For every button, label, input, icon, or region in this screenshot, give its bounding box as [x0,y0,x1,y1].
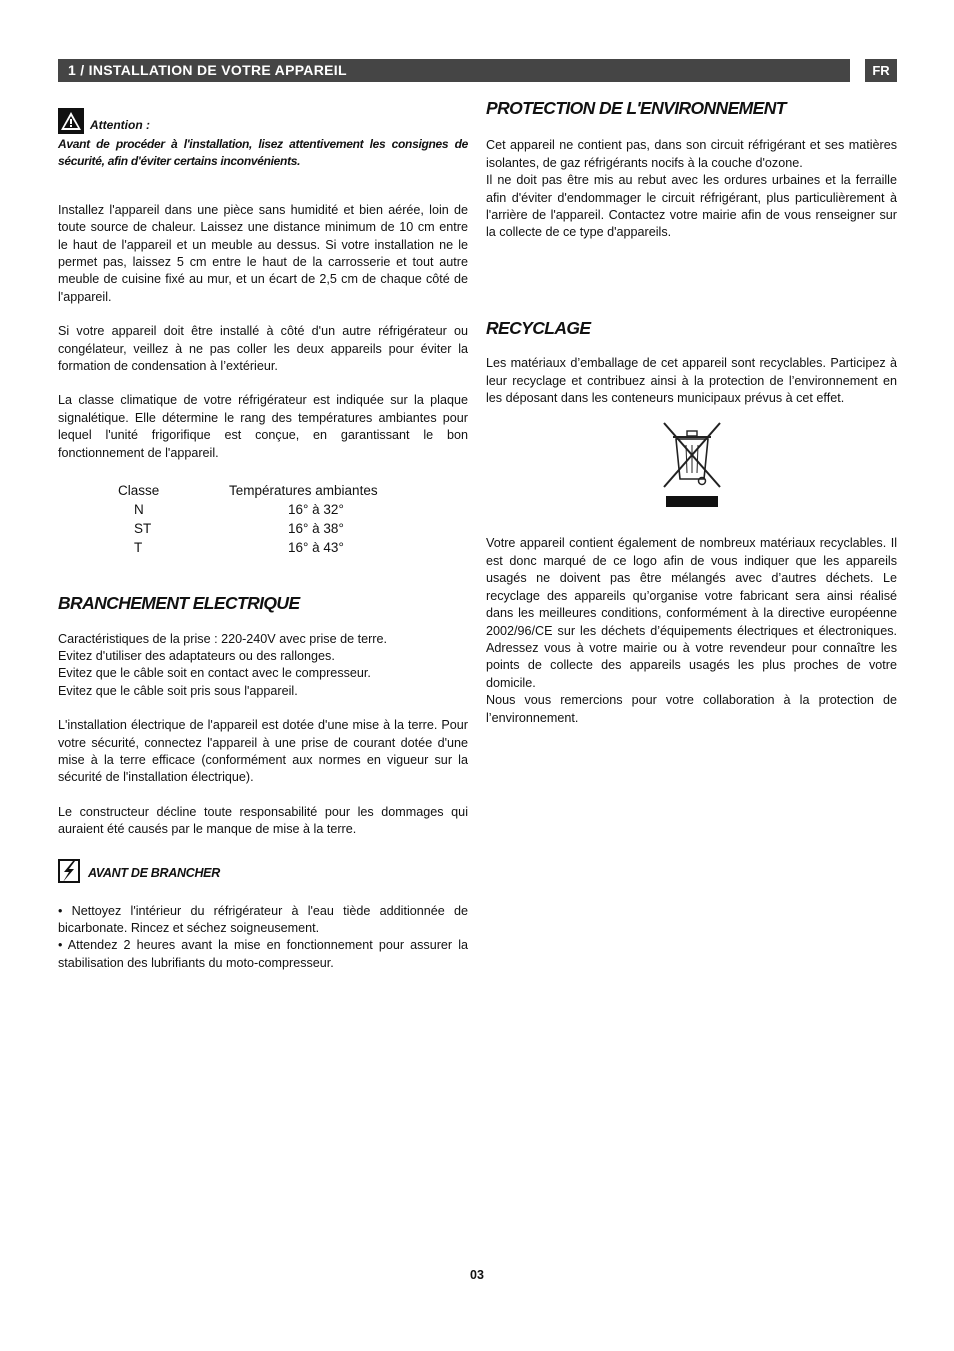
recyclage-paragraph-1: Les matériaux d’emballage de cet appareil sont recyclables. Participez à leur recyclage et contribuez ainsi à la protection de l’environnement en les déposant dans les conteneurs municipaux prévus à cet effet. [486,356,897,406]
bullet-nettoyez: • Nettoyez l'intérieur du réfrigérateur à l'eau tiède additionnée de bicarbonate. Rincez et séchez soigneusement. [58,903,468,935]
climate-class-table [118,481,378,557]
attention-header [58,108,468,134]
attention-text: Avant de procéder à l'installation, lisez attentivement les consignes de sécurité, afin d'éviter certains inconvénients. [58,137,468,169]
recyclage-paragraph-3: Nous vous remercions pour votre collaboration à la protection de l’environnement. [486,693,897,725]
avant-brancher-label: AVANT DE BRANCHER [88,866,220,881]
language-badge: FR [865,59,897,82]
protection-title: PROTECTION DE L'ENVIRONNEMENT [486,98,786,118]
protection-paragraph-2: Il ne doit pas être mis au rebut avec les ordures urbaines et la ferraille afin d'éviter d'endommager le circuit réfrigérant, plus particulièrement à l'arrière de l'appareil. Contactez votre mairie afin de vous renseigner sur la collecte de ce type d'appareils. [486,173,897,240]
recyclage-title: RECYCLAGE [486,317,591,338]
table-cell-range: 16° à 43° [288,540,344,556]
right-column [486,100,897,727]
protection-paragraph-1: Cet appareil ne contient pas, dans son circuit réfrigérant et ses matières isolantes, de gaz réfrigérants nocifs à la couche d'ozone. [486,138,897,170]
table-row [118,519,378,538]
branchement-paragraph-3: Le constructeur décline toute responsabilité pour les dommages qui auraient été causés par le manque de mise à la terre. [58,804,468,837]
table-header-classe: Classe [118,483,160,499]
bullet-attendez: • Attendez 2 heures avant la mise en fonctionnement pour assurer la stabilisation des lubrifiants du moto-compresseur. [58,938,468,970]
left-column [58,108,468,972]
table-header-row [118,481,378,500]
table-row [118,500,378,519]
branchement-line-4: Evitez que le câble soit pris sous l'appareil. [58,683,298,698]
electric-bolt-icon [58,859,80,883]
branchement-line-2: Evitez d'utiliser des adaptateurs ou des rallonges. [58,648,335,663]
branchement-title: BRANCHEMENT ELECTRIQUE [58,593,300,614]
branchement-line-3: Evitez que le câble soit en contact avec le compresseur. [58,666,371,681]
branchement-line-1: Caractéristiques de la prise : 220-240V avec prise de terre. [58,631,388,646]
page-number: 03 [470,1268,484,1282]
recyclage-paragraph-2: Votre appareil contient également de nombreux matériaux recyclables. Il est donc marqué de ce logo afin de vous indiquer que les appareils usagés ne doivent pas être mélangés avec d’autres déchets. Le recyclage des appareils qu’organise votre fabricant sera ainsi réalisé dans les meilleures conditions, conformément à la directive européenne 2002/96/CE sur les déchets d’équipements électriques et électroniques. Adressez vous à votre mairie ou à votre revendeur pour connaître les points de collecte des appareils usagés les plus proches de votre domicile. [486,536,897,690]
avant-brancher-header [58,859,468,883]
table-cell-range: 16° à 32° [288,502,344,518]
table-cell-class: N [134,502,144,518]
warning-icon [58,108,84,134]
install-paragraph-2: Si votre appareil doit être installé à côté d'un autre réfrigérateur ou congélateur, veillez à ne pas coller les deux appareils pour éviter la formation de condensation à l’extérieur. [58,324,468,374]
section-header: 1 / INSTALLATION DE VOTRE APPAREIL [58,59,850,82]
table-header-temperatures: Températures ambiantes [229,483,378,499]
attention-label: Attention : [90,117,150,132]
weee-crossed-bin-icon [660,417,724,509]
table-cell-class: T [134,540,143,556]
branchement-paragraph-2: L'installation électrique de l'appareil est dotée d'une mise à la terre. Pour votre sécurité, connectez l'appareil à une prise de courant dotée d'une mise à la terre efficace (conformément aux normes en vigueur sur la sécurité de l'installation électrique). [58,718,468,785]
table-cell-range: 16° à 38° [288,521,344,537]
install-paragraph-3: La classe climatique de votre réfrigérateur est indiquée sur la plaque signalétique. Elle détermine le rang des températures ambiantes pour lequel l'unité frigorifique est conçue, en garantissant le bon fonctionnement de l'appareil. [58,393,468,460]
install-paragraph-1: Installez l'appareil dans une pièce sans humidité et bien aérée, loin de toute source de chaleur. Laissez une distance minimum de 10 cm entre le haut de l'appareil et un meuble au dessus. Si votre installation ne le permet pas, laissez 5 cm entre le haut de la carrosserie et tout autre meuble de cuisine fixé au mur, et un écart de 2,5 cm de chaque côté de l'appareil. [58,202,468,304]
table-cell-class: ST [134,521,152,537]
table-row [118,538,378,557]
